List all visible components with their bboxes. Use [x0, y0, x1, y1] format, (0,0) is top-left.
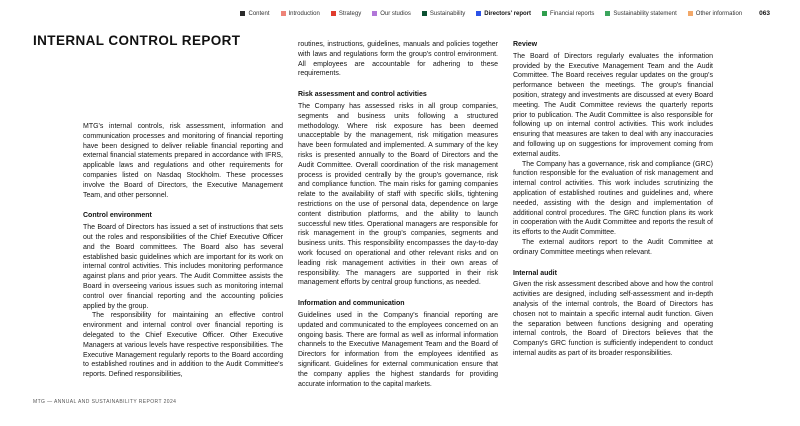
nav-item-content[interactable] — [240, 11, 269, 17]
nav-item-label: Other information — [695, 10, 743, 17]
paragraph: Guidelines used in the Company's financial reporting are updated and communicated to the employees concerned on an ongoing basis. There are formal as well as informal information channels to the Executive Management Team and the Board of Directors for information from the employees identified as significant. Guidelines for external communication ensure that the company applies the highest standards for providing accurate information to the capital markets. — [298, 311, 498, 388]
section-marker-icon — [476, 11, 481, 16]
nav-item-sustainability[interactable] — [422, 11, 465, 17]
nav-item-other-information[interactable] — [688, 11, 742, 17]
section-marker-icon — [240, 11, 245, 16]
page-number: 063 — [759, 10, 770, 17]
nav-item-label: Sustainability — [429, 10, 466, 17]
paragraph: The external auditors report to the Audit Committee at ordinary Committee meetings when relevant. — [513, 238, 713, 256]
paragraph-intro: MTG's internal controls, risk assessment, information and communication processes and monitoring of financial reporting have been designed to deliver reliable financial reporting and external financial statements prepared in accordance with IFRS, applicable laws and regulations and other requirements for companies listed on Nasdaq Stockholm. These processes involve the Board of Directors, the Executive Management Team, and other personnel. — [83, 123, 283, 199]
report-footer: MTG — ANNUAL AND SUSTAINABILITY REPORT 2024 — [33, 399, 177, 405]
section-marker-icon — [422, 11, 427, 16]
page-title: INTERNAL CONTROL REPORT — [33, 33, 241, 48]
section-heading-internal-audit: Internal audit — [513, 269, 557, 277]
paragraph: The Board of Directors has issued a set of instructions that sets out the roles and responsibilities of the Chief Executive Officer and the Board committees. The Board also has several established basic guidelines which are important for its work on internal control activities. This includes monitoring performance against plans and prior years. The Audit Committee assists the Board in overseeing various issues such as monitoring internal control over financial reporting and the accounting policies applied by the group. — [83, 224, 283, 310]
paragraph: The Board of Directors regularly evaluates the information provided by the Executive Management Team and the Audit Committee. The Board receives regular updates on the group's performance between the meetings. The group's financial position, strategy and investments are discussed at every Board meeting. The Audit Committee reviews the quarterly reports prior to publication. The Audit Committee is also responsible for following up on internal control activities. This work includes ensuring that measures are taken to deal with any inaccuracies and following up on suggestions for improvement coming from external audits. — [513, 52, 713, 158]
paragraph: The Company has assessed risks in all group companies, segments and business units following a structured methodology. Where risk exposure has been deemed unacceptable by the management, risk mitigation measures have been formulated and implemented. A summary of the key risks is presented annually to the Board of Directors and the Audit Committee. Overall coordination of the risk management process is provided centrally by the group's governance, risk and compliance function. The main risks for gaming companies relate to the availability of staff with specific skills, tightening restrictions on the use of personal data, dependence on large content distribution platforms, and the ability to launch successful new titles. Operational managers are responsible for risk management in the group's companies, segments and business units. This responsibility encompasses the day-to-day work focused on operational and other relevant risks and on leading risk management activities in their own areas of responsibility. The managers are supported in their risk management efforts by central group functions, as needed. — [298, 102, 498, 287]
section-marker-icon — [605, 11, 610, 16]
paragraph: The responsibility for maintaining an effective control environment and internal control over financial reporting is delegated to the Chief Executive Officer. Other Executive Managers at various levels have respective responsibilities. The Executive Management regularly reports to the Board according to established routines and in addition to the Audit Committee's reports. Defined responsibilities, — [83, 312, 283, 379]
text-column-1 — [83, 122, 283, 380]
nav-item-label: Content — [248, 10, 270, 17]
paragraph: The Company has a governance, risk and compliance (GRC) function responsible for the evaluation of risk management and internal control activities. This work includes scrutinizing the application of established routines and guidelines and, where needed, assisting with the design and implementation of additional control procedures. The GRC function plans its work in cooperation with the Audit Committee and reports the result of its efforts to the Audit Committee. — [513, 160, 713, 237]
nav-item-label: Strategy — [338, 10, 362, 17]
nav-item-our-studios[interactable] — [372, 11, 411, 17]
nav-item-label: Directors' report — [484, 10, 532, 17]
nav-item-label: Financial reports — [550, 10, 595, 17]
section-heading-control-environment: Control environment — [83, 212, 152, 220]
paragraph: Given the risk assessment described above and how the control activities are designed, including self-assessment and in-depth analysis of the internal controls, the Board of Directors has chosen not to maintain a specific internal audit function. Given the separation between functions designing and operating internal controls, the Board of Directors believes that the Company's GRC function is sufficiently independent to conduct internal audits as part of its broader responsibilities. — [513, 281, 713, 357]
nav-item-label: Introduction — [288, 10, 320, 17]
nav-item-financial-reports[interactable] — [542, 11, 594, 17]
nav-item-strategy[interactable] — [331, 11, 361, 17]
section-marker-icon — [688, 11, 693, 16]
nav-item-label: Our studios — [380, 10, 411, 17]
top-navigation — [0, 10, 770, 17]
section-heading-risk-assessment: Risk assessment and control activities — [298, 91, 427, 99]
section-marker-icon — [281, 11, 286, 16]
text-column-3 — [513, 40, 713, 359]
section-heading-information-communication: Information and communication — [298, 300, 405, 308]
nav-item-sustainability-statement[interactable] — [605, 11, 676, 17]
section-marker-icon — [542, 11, 547, 16]
section-marker-icon — [372, 11, 377, 16]
nav-item-directors-report[interactable] — [476, 11, 531, 17]
section-heading-review: Review — [513, 41, 538, 48]
nav-item-label: Sustainability statement — [613, 10, 677, 17]
section-marker-icon — [331, 11, 336, 16]
nav-item-introduction[interactable] — [281, 11, 320, 17]
paragraph-continuation: routines, instructions, guidelines, manuals and policies together with laws and regulations form the group's control environment. All employees are accountable for adhering to these requirements. — [298, 41, 498, 78]
text-column-2 — [298, 40, 498, 389]
